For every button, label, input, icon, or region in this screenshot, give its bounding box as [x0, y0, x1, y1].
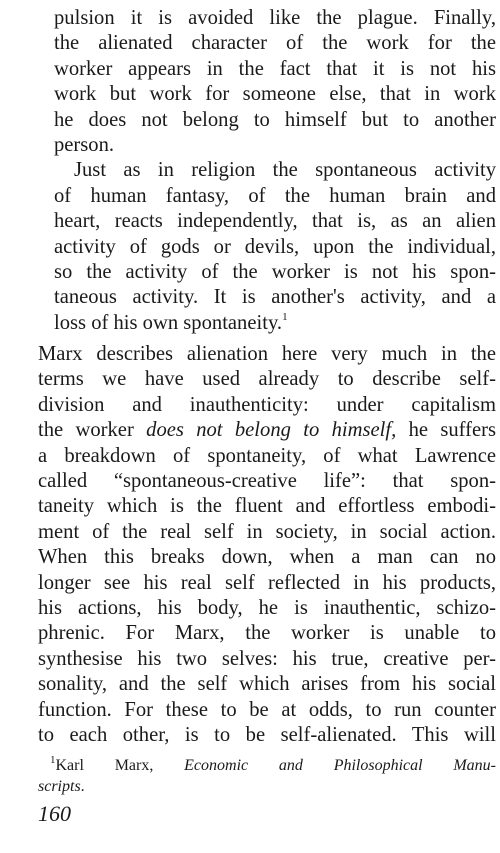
quote-line: he does not belong to himself but to another: [54, 108, 496, 131]
footnote-author: Karl Marx,: [55, 757, 154, 774]
quote-line: taneous activity. It is another's activity, and a: [54, 286, 496, 309]
emphasis-text: does not belong to himself,: [146, 419, 397, 442]
body-text: the worker: [38, 419, 147, 442]
body-line: terms we have used already to describe self-: [38, 368, 496, 391]
quote-line: work but work for someone else, that in work: [54, 83, 496, 106]
quote-line: person.: [54, 134, 115, 157]
body-text: he suffers: [396, 419, 496, 442]
quote-line: of human fantasy, of the human brain and: [54, 184, 496, 207]
quote-line: activity of gods or devils, upon the individual,: [54, 235, 496, 258]
quote-line: so the activity of the worker is not his spon-: [54, 261, 496, 284]
body-line: function. For these to be at odds, to run counter: [38, 698, 496, 721]
body-line: phrenic. For Marx, the worker is unable to: [38, 622, 496, 645]
body-line: taneity which is the fluent and effortless embodi-: [38, 495, 496, 518]
footnote-line: [38, 755, 496, 776]
footnote-period: .: [80, 778, 85, 795]
body-line: When this breaks down, when a man can no: [38, 546, 496, 569]
body-line: a breakdown of spontaneity, of what Lawrence: [38, 444, 496, 467]
quote-line: loss of his own spontaneity.: [54, 311, 283, 334]
quote-line: Just as in religion the spontaneous activity: [74, 159, 496, 182]
footnote-title-cont: scripts: [38, 778, 81, 795]
quote-line: pulsion it is avoided like the plague. Finally,: [54, 7, 496, 29]
quote-last-line: [54, 311, 496, 336]
body-paragraph: [38, 342, 496, 749]
footnote-marker: 1: [50, 753, 56, 766]
body-line: Marx describes alienation here very much in the: [38, 343, 496, 365]
body-line: sonality, and the self which arises from his social: [38, 673, 496, 696]
footnote-line: [38, 776, 496, 797]
footnote-title: Economic and Philosophical Manu-: [184, 757, 497, 774]
page-number: 160: [38, 801, 71, 826]
body-line: his actions, his body, he is inauthentic, schizo-: [38, 597, 496, 620]
body-line: called “spontaneous-creative life”: that spon-: [38, 470, 496, 493]
body-line: longer see his real self reflected in his products,: [38, 571, 496, 594]
body-line: ment of the real self in society, in social action.: [38, 520, 496, 543]
footnote-reference: 1: [282, 311, 288, 324]
quote-line: worker appears in the fact that it is not his: [54, 57, 496, 80]
body-line: synthesise his two selves: his true, creative per-: [38, 647, 496, 670]
block-quotation: [54, 6, 496, 336]
quote-line: the alienated character of the work for the: [54, 32, 496, 55]
body-line: to each other, is to be self-alienated. This will: [38, 724, 496, 747]
body-line: [38, 418, 496, 443]
footnote: [38, 755, 496, 797]
quote-line: heart, reacts independently, that is, as an alien: [54, 210, 496, 233]
body-line: division and inauthenticity: under capitalism: [38, 393, 496, 416]
